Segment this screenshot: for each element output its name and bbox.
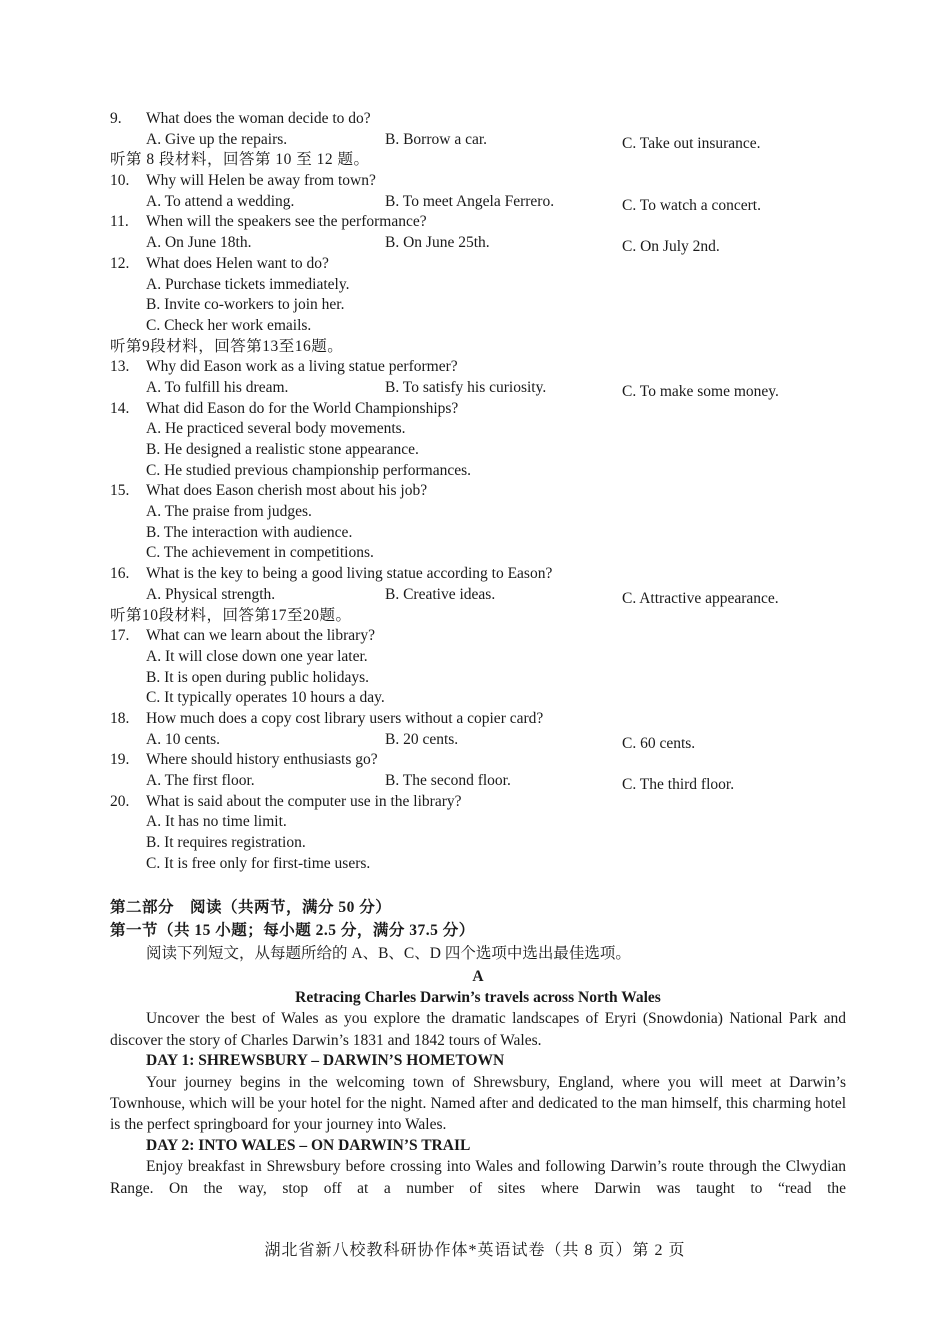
question-text: What is said about the computer use in the library? (146, 792, 462, 810)
question-11 (110, 212, 850, 233)
option-c: C. The third floor. (622, 776, 735, 793)
option-b: B. The second floor. (385, 772, 511, 789)
option-b: B. Invite co-workers to join her. (146, 296, 345, 314)
option-a: A. To attend a wedding. (146, 192, 295, 210)
option-c: C. 60 cents. (622, 734, 696, 752)
question-number: 15. (110, 482, 130, 500)
option-b: B. Borrow a car. (385, 130, 488, 148)
option-c: C. Attractive appearance. (622, 589, 779, 607)
question-19 (110, 750, 850, 771)
question-16 (110, 564, 850, 585)
option-c: C. On July 2nd. (622, 238, 720, 256)
question-number: 20. (110, 792, 130, 810)
question-9 (110, 109, 850, 130)
options-row (110, 130, 850, 151)
question-18 (110, 709, 850, 730)
options-row (110, 730, 850, 751)
option-b: B. 20 cents. (385, 730, 459, 748)
page-footer: 湖北省新八校教科研协作体*英语试卷（共 8 页）第 2 页 (264, 1242, 686, 1259)
option-b: B. On June 25th. (385, 234, 490, 252)
question-number: 10. (110, 172, 130, 190)
question-text: Why did Eason work as a living statue performer? (146, 358, 458, 376)
option-a: A. To fulfill his dream. (146, 378, 289, 396)
option-b: B. It requires registration. (146, 834, 306, 852)
question-number: 11. (110, 213, 129, 231)
question-number: 13. (110, 358, 130, 376)
option-a: A. He practiced several body movements. (146, 420, 406, 438)
options-row (110, 233, 850, 254)
question-number: 17. (110, 627, 130, 645)
section-instruction: 听第 8 段材料，回答第 10 至 12 题。 (110, 151, 370, 169)
option-b: B. To meet Angela Ferrero. (385, 192, 555, 210)
option-b: B. The interaction with audience. (146, 523, 353, 541)
intro-paragraph: Uncover the best of Wales as you explore the dramatic landscapes of Eryri (Snowdonia) National Park and discover the story of Charles Darwin’s 1831 and 1842 tours of Wales. (110, 1010, 846, 1049)
question-15 (110, 481, 850, 502)
section-instruction: 听第10段材料，回答第17至20题。 (110, 606, 352, 624)
question-number: 19. (110, 751, 130, 769)
question-text: Where should history enthusiasts go? (146, 751, 378, 769)
day1-paragraph: Your journey begins in the welcoming town of Shrewsbury, England, where you will meet at Darwin’s Townhouse, which will be your hotel for the night. Named after and dedicated to the man himself, this charming hotel is the perfect springboard for your journey into Wales. (110, 1073, 846, 1134)
section-title: 第一节（共 15 小题；每小题 2.5 分，满分 37.5 分） (110, 921, 475, 939)
question-text: How much does a copy cost library users without a copier card? (146, 709, 544, 727)
question-number: 16. (110, 565, 130, 583)
question-number: 14. (110, 399, 130, 417)
option-a: A. Give up the repairs. (146, 130, 288, 148)
option-b: B. Creative ideas. (385, 585, 496, 603)
section-instruction: 听第9段材料，回答第13至16题。 (110, 337, 344, 355)
question-text: What did Eason do for the World Championships? (146, 399, 459, 417)
option-c: C. To make some money. (622, 382, 779, 400)
option-a: A. Physical strength. (146, 585, 276, 603)
question-number: 9. (110, 110, 122, 127)
question-text: When will the speakers see the performance? (146, 213, 427, 231)
day2-paragraph: Enjoy breakfast in Shrewsbury before crossing into Wales and following Darwin’s route through the Clwydian Range. On the way, stop off at a number of sites where Darwin was taught to “read the (110, 1158, 846, 1197)
question-text: What is the key to being a good living statue according to Eason? (146, 565, 553, 583)
option-c: C. The achievement in competitions. (146, 544, 374, 562)
question-text: What does Helen want to do? (146, 254, 329, 272)
option-c: C. He studied previous championship performances. (146, 461, 471, 479)
instruction: 阅读下列短文，从每题所给的 A、B、C、D 四个选项中选出最佳选项。 (146, 945, 631, 963)
options-row (110, 771, 850, 792)
part-title: 第二部分 阅读（共两节，满分 50 分） (110, 899, 392, 916)
option-b: B. To satisfy his curiosity. (385, 378, 547, 396)
option-c: C. Take out insurance. (622, 134, 761, 152)
passage-title: Retracing Charles Darwin’s travels across North Wales (295, 988, 661, 1006)
question-12 (110, 254, 850, 275)
option-a: A. The first floor. (146, 772, 255, 789)
day2-heading: DAY 2: INTO WALES – ON DARWIN’S TRAIL (146, 1136, 471, 1154)
question-text: Why will Helen be away from town? (146, 172, 376, 190)
option-c: C. To watch a concert. (622, 196, 761, 214)
passage-label: A (472, 968, 484, 986)
options-row (110, 585, 850, 606)
question-13 (110, 357, 850, 378)
question-number: 12. (110, 254, 130, 272)
options-row (110, 192, 850, 213)
option-a: A. 10 cents. (146, 730, 221, 748)
option-c: C. It typically operates 10 hours a day. (146, 689, 385, 707)
option-a: A. The praise from judges. (146, 503, 312, 521)
options-row (110, 378, 850, 399)
question-20 (110, 792, 850, 813)
option-c: C. It is free only for first-time users. (146, 854, 371, 872)
option-b: B. He designed a realistic stone appearance. (146, 441, 419, 458)
day1-heading: DAY 1: SHREWSBURY – DARWIN’S HOMETOWN (146, 1052, 505, 1070)
question-text: What does the woman decide to do? (146, 110, 371, 127)
question-text: What can we learn about the library? (146, 627, 375, 645)
listening-questions (110, 109, 850, 874)
option-a: A. Purchase tickets immediately. (146, 275, 350, 293)
question-text: What does Eason cherish most about his job? (146, 482, 428, 500)
question-10 (110, 171, 850, 192)
option-a: A. It will close down one year later. (146, 647, 368, 665)
reading-section (110, 898, 846, 1199)
question-number: 18. (110, 709, 130, 727)
option-a: A. It has no time limit. (146, 813, 287, 831)
question-14 (110, 399, 850, 420)
option-c: C. Check her work emails. (146, 316, 312, 334)
option-a: A. On June 18th. (146, 234, 252, 252)
question-17 (110, 626, 850, 647)
option-b: B. It is open during public holidays. (146, 668, 370, 686)
